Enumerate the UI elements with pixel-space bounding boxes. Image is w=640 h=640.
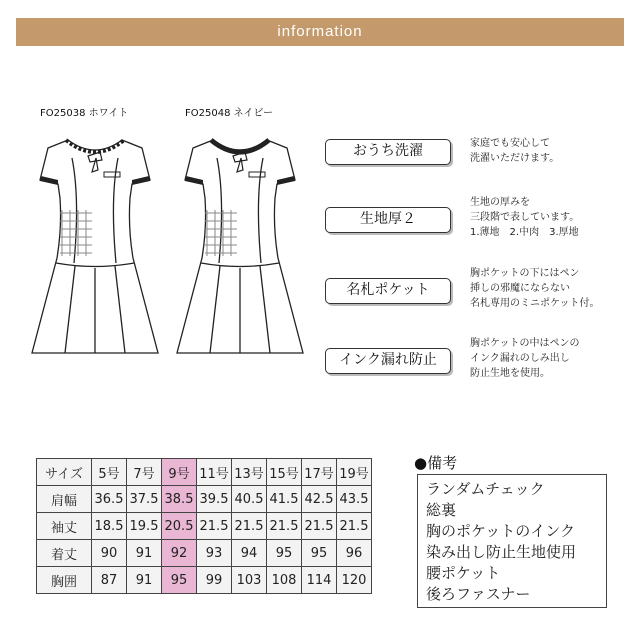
dress-white-illustration	[30, 118, 160, 363]
size-header-cell: 15号	[267, 459, 302, 486]
size-header-cell: 11号	[197, 459, 232, 486]
list-item: 腰ポケット	[426, 564, 501, 582]
list-item: 後ろファスナー	[426, 585, 531, 603]
table-row	[37, 540, 372, 567]
table-cell: 95	[267, 540, 302, 567]
table-cell: 103	[232, 567, 267, 594]
table-cell: 87	[92, 567, 127, 594]
table-cell: 21.5	[337, 513, 372, 540]
size-header-cell: 7号	[127, 459, 162, 486]
feature-fabric-thickness: 生地厚２	[325, 207, 451, 233]
table-cell: 21.5	[267, 513, 302, 540]
feature-fabric-thickness-desc: 生地の厚みを 三段階で表しています。 1.薄地 2.中肉 3.厚地	[470, 197, 580, 238]
size-table-header-row	[37, 459, 372, 486]
row-label: 胸囲	[37, 567, 92, 594]
size-header-cell: 17号	[302, 459, 337, 486]
notes-box	[417, 474, 607, 608]
list-item: 総裏	[426, 501, 457, 519]
list-item: ランダムチェック	[426, 480, 545, 498]
feature-home-wash: おうち洗濯	[325, 139, 451, 165]
row-label: 肩幅	[37, 486, 92, 513]
table-cell: 90	[92, 540, 127, 567]
feature-name-tag-pocket-desc: 胸ポケットの下にはペン 挿しの邪魔にならない 名札専用のミニポケット付。	[470, 268, 600, 309]
table-cell: 91	[127, 567, 162, 594]
feature-ink-leak-prevention-desc: 胸ポケットの中はペンの インク漏れのしみ出し 防止生地を使用。	[470, 338, 580, 379]
table-cell: 42.5	[302, 486, 337, 513]
table-cell: 21.5	[302, 513, 337, 540]
table-cell: 43.5	[337, 486, 372, 513]
table-row	[37, 567, 372, 594]
table-row	[37, 513, 372, 540]
size-header-cell: サイズ	[37, 459, 92, 486]
feature-name-tag-pocket: 名札ポケット	[325, 278, 451, 304]
row-label: 袖丈	[37, 513, 92, 540]
table-cell: 91	[127, 540, 162, 567]
feature-home-wash-desc: 家庭でも安心して 洗濯いただけます。	[470, 138, 560, 164]
dress-navy-illustration	[175, 118, 305, 363]
table-cell-highlight: 20.5	[162, 513, 197, 540]
table-cell-highlight: 38.5	[162, 486, 197, 513]
table-cell: 21.5	[232, 513, 267, 540]
model-label-white: FO25038 ホワイト	[40, 108, 129, 119]
feature-ink-leak-prevention: インク漏れ防止	[325, 348, 451, 374]
table-cell: 95	[302, 540, 337, 567]
table-cell: 21.5	[197, 513, 232, 540]
table-cell: 99	[197, 567, 232, 594]
table-cell: 37.5	[127, 486, 162, 513]
table-cell-highlight: 92	[162, 540, 197, 567]
table-cell-highlight: 95	[162, 567, 197, 594]
model-label-navy: FO25048 ネイビー	[185, 108, 274, 119]
information-header: information	[16, 18, 624, 46]
notes-title: ●備考	[414, 454, 458, 472]
list-item: 染み出し防止生地使用	[426, 543, 577, 561]
table-cell: 41.5	[267, 486, 302, 513]
table-row	[37, 486, 372, 513]
size-header-cell-highlight: 9号	[162, 459, 197, 486]
table-cell: 114	[302, 567, 337, 594]
size-header-cell: 13号	[232, 459, 267, 486]
table-cell: 108	[267, 567, 302, 594]
table-cell: 19.5	[127, 513, 162, 540]
table-cell: 94	[232, 540, 267, 567]
table-cell: 18.5	[92, 513, 127, 540]
size-header-cell: 19号	[337, 459, 372, 486]
table-cell: 39.5	[197, 486, 232, 513]
list-item: 胸のポケットのインク	[426, 522, 575, 540]
row-label: 着丈	[37, 540, 92, 567]
table-cell: 40.5	[232, 486, 267, 513]
table-cell: 36.5	[92, 486, 127, 513]
size-header-cell: 5号	[92, 459, 127, 486]
table-cell: 93	[197, 540, 232, 567]
table-cell: 120	[337, 567, 372, 594]
table-cell: 96	[337, 540, 372, 567]
size-table	[36, 458, 372, 594]
